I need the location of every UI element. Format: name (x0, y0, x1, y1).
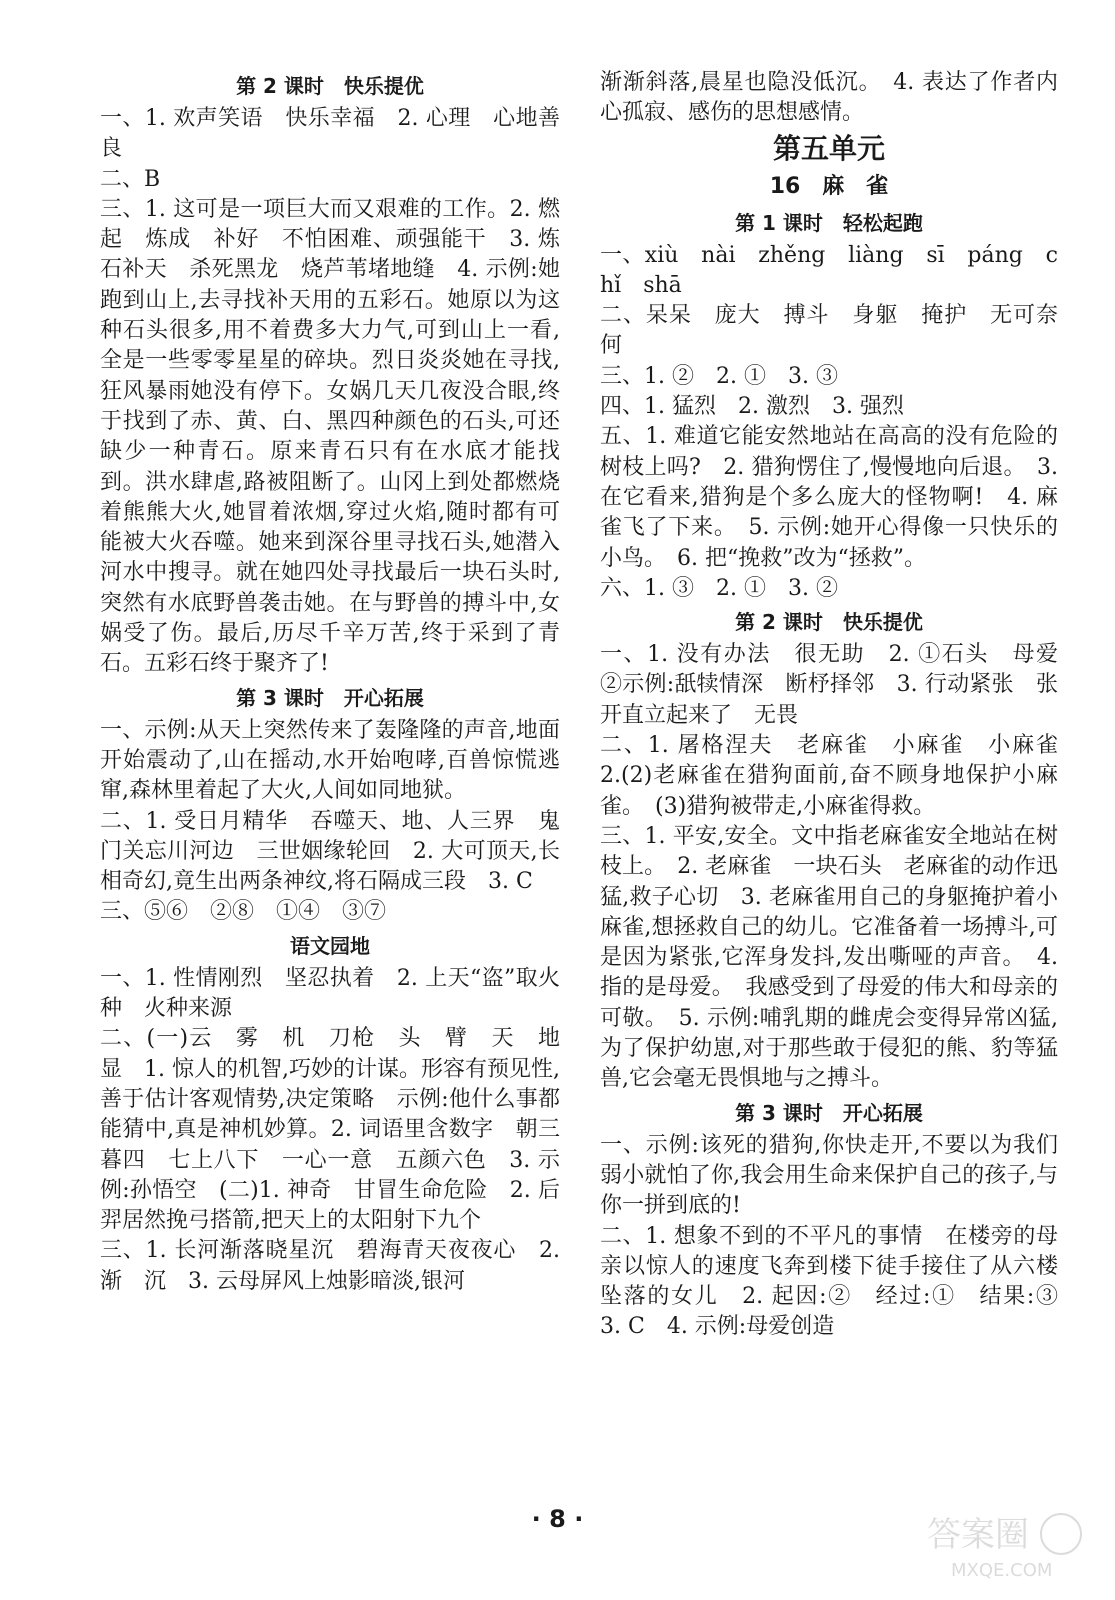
section-heading: 第 2 课时 快乐提优 (236, 74, 424, 98)
page-number: · 8 · (531, 1505, 584, 1533)
watermark-url: MXQE.COM (951, 1560, 1053, 1581)
answer-paragraph: 一、1. 性情刚烈 坚忍执着 2. 上天“盗”取火种 火种来源 (100, 965, 560, 1022)
section-heading: 语文园地 (290, 933, 370, 958)
answer-paragraph: 三、1. 长河渐落晓星沉 碧海青天夜夜心 2. 渐 沉 3. 云母屏风上烛影暗淡,银河 (100, 1238, 567, 1294)
section-heading: 第 2 课时 快乐提优 (735, 610, 923, 635)
section-heading: 第 3 课时 开心拓展 (735, 1100, 923, 1125)
answer-paragraph: 三、1. ② 2. ① 3. ③ (600, 363, 838, 389)
section-heading: 16 麻 雀 (769, 173, 889, 199)
answer-paragraph: 三、⑤⑥ ②⑧ ①④ ③⑦ (100, 899, 387, 925)
answer-paragraph: 三、1. 这可是一项巨大而又艰难的工作。2. 燃起 炼成 补好 不怕困难、顽强能干 3. 炼石补天 杀死黑龙 烧芦苇堵地缝 4. 示例:她跑到山上,去寻找补天用的五彩石。她原以为这种石头很多,用不着费多大力气,可到山上一看,全是一些零零星星的碎块。烈日炎炎她在寻找,狂风暴雨她没有停下。女娲几天几夜没合眼,终于找到了赤、黄、白、黑四种颜色的石头,可还缺少一种青石。原来青石只有在水底才能找到。洪水肆虐,路被阻断了。山冈上到处都燃烧着熊熊大火,她冒着浓烟,穿过火焰,随时都有可能被大火吞噬。她来到深谷里寻找石头,她潜入河水中搜寻。就在她四处寻找最后一块石头时,突然有水底野兽袭击她。在与野兽的搏斗中,女娲受了伤。最后,历尽千辛万苦,终于采到了青石。五彩石终于聚齐了! (100, 196, 560, 677)
section-heading: 第 3 课时 开心拓展 (236, 685, 424, 710)
section-heading: 第 1 课时 轻松起跑 (735, 210, 923, 235)
watermark-logo (921, 1506, 1091, 1586)
answer-paragraph: 一、1. 没有办法 很无助 2. ①石头 母爱 ②示例:舐犊情深 断杼择邻 3. 行动紧张 张开直立起来了 无畏 (600, 642, 1081, 728)
answer-paragraph: 二、1. 想象不到的不平凡的事情 在楼旁的母亲以惊人的速度飞奔到楼下徒手接住了从六楼坠落的女儿 2. 起因:② 经过:① 结果:③ 3. C 4. 示例:母爱创造 (600, 1223, 1081, 1340)
answer-paragraph: 一、1. 欢声笑语 快乐幸福 2. 心理 心地善良 (100, 106, 560, 162)
right-column (600, 68, 1081, 1343)
answer-paragraph: 渐渐斜落,晨星也隐没低沉。 4. 表达了作者内心孤寂、感伤的思想感情。 (600, 70, 1058, 126)
answer-paragraph: 五、1. 难道它能安然地站在高高的没有危险的树枝上吗? 2. 猎狗愣住了,慢慢地向后退。 3. 在它看来,猎狗是个多么庞大的怪物啊! 4. 麻雀飞了下来。 5. 示例:她开心得像一只快乐的小鸟。 6. 把“挽救”改为“拯救”。 (600, 424, 1065, 571)
answer-paragraph: 三、1. 平安,安全。文中指老麻雀安全地站在树枝上。 2. 老麻雀 一块石头 老麻雀的动作迅猛,救子心切 3. 老麻雀用自己的身躯掩护着小麻雀,想拯救自己的幼儿。它准备着一场搏斗,可是因为紧张,它浑身发抖,发出嘶哑的声音。 4. 指的是母爱。 我感受到了母爱的伟大和母亲的可敬。 5. 示例:哺乳期的雌虎会变得异常凶猛,为了保护幼崽,对于那些敢于侵犯的熊、豹等猛兽,它会毫无畏惧地与之搏斗。 (600, 823, 1065, 1092)
section-heading: 第五单元 (772, 131, 885, 165)
answer-paragraph: 六、1. ③ 2. ① 3. ② (600, 575, 838, 601)
answer-paragraph: 二、呆呆 庞大 搏斗 身躯 掩护 无可奈何 (600, 303, 1058, 359)
answer-paragraph: 二、B (100, 166, 161, 192)
answer-paragraph: 一、xiù nài zhěng liàng sī páng chǐ shā (600, 242, 1058, 298)
answer-paragraph: 二、1. 受日月精华 吞噬天、地、人三界 鬼门关忘川河边 三世姻缘轮回 2. 大可顶天,长相奇幻,竟生出两条神纹,将石隔成三段 3. C (100, 808, 560, 895)
watermark-text: 答案圈 (927, 1515, 1029, 1555)
answer-paragraph: 一、示例:从天上突然传来了轰隆隆的声音,地面开始震动了,山在摇动,水开始咆哮,百兽惊慌逃窜,森林里着起了大火,人间如同地狱。 (100, 717, 560, 804)
left-column (100, 68, 583, 1297)
answer-paragraph: 二、1. 屠格涅夫 老麻雀 小麻雀 小麻雀 2.(2)老麻雀在猎狗面前,奋不顾身地保护小麻雀。 (3)猎狗被带走,小麻雀得救。 (600, 733, 1081, 819)
answer-paragraph: 四、1. 猛烈 2. 激烈 3. 强烈 (600, 394, 904, 420)
answer-paragraph: 一、示例:该死的猎狗,你快走开,不要以为我们弱小就怕了你,我会用生命来保护自己的孩子,与你一拼到底的! (600, 1132, 1058, 1219)
answer-paragraph: 二、(一)云 雾 机 刀枪 头 臂 天 地 显 1. 惊人的机智,巧妙的计谋。形容有预见性,善于估计客观情势,决定策略 示例:他什么事都能猜中,真是神机妙算。2. 词语里含数字 朝三暮四 七上八下 一心一意 五颜六色 3. 示例:孙悟空 (二)1. 神奇 甘冒生命危险 2. 后羿居然挽弓搭箭,把天上的太阳射下九个 (100, 1026, 583, 1234)
